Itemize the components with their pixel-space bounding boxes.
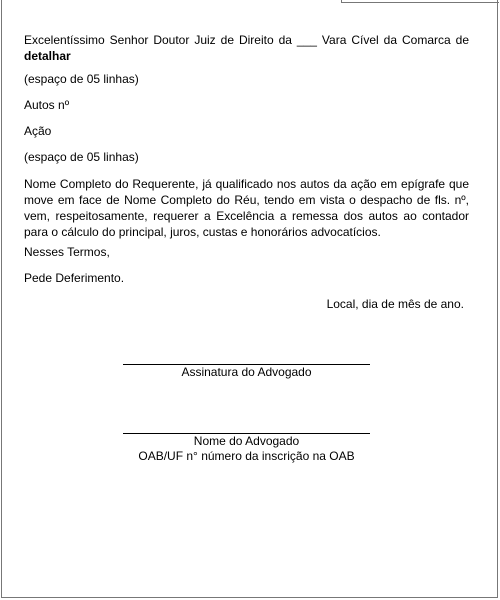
body-paragraph: Nome Completo do Requerente, já qualificado nos autos da ação em epígrafe que move em face de Nome Completo do Réu, tendo em vista o despacho de fls. nº, vem, respeitosamente, requerer a Excelência a remessa dos autos ao contador para o cálculo do principal, juros, custas e honorários advocatícios. xyxy=(24,177,469,239)
header-text: Excelentíssimo Senhor Doutor Juiz de Direito da ___ Vara Cível da Comarca de xyxy=(24,33,469,47)
lawyer-name: Nome do Advogado xyxy=(193,434,300,448)
document-page xyxy=(1,0,498,598)
petition-header xyxy=(24,32,469,64)
autos-label: Autos nº xyxy=(24,98,70,112)
signature-label-1: Assinatura do Advogado xyxy=(181,365,312,379)
lawyer-oab: OAB/UF n° número da inscrição na OAB xyxy=(138,449,355,463)
header-bold-text: detalhar xyxy=(24,49,71,63)
closing-request: Pede Deferimento. xyxy=(24,271,125,285)
acao-label: Ação xyxy=(24,124,52,138)
place-date: Local, dia de mês de ano. xyxy=(326,297,464,311)
spacer-note-2: (espaço de 05 linhas) xyxy=(24,150,139,164)
top-right-frame xyxy=(341,0,499,3)
closing-terms: Nesses Termos, xyxy=(24,245,110,259)
spacer-note-1: (espaço de 05 linhas) xyxy=(24,72,139,86)
